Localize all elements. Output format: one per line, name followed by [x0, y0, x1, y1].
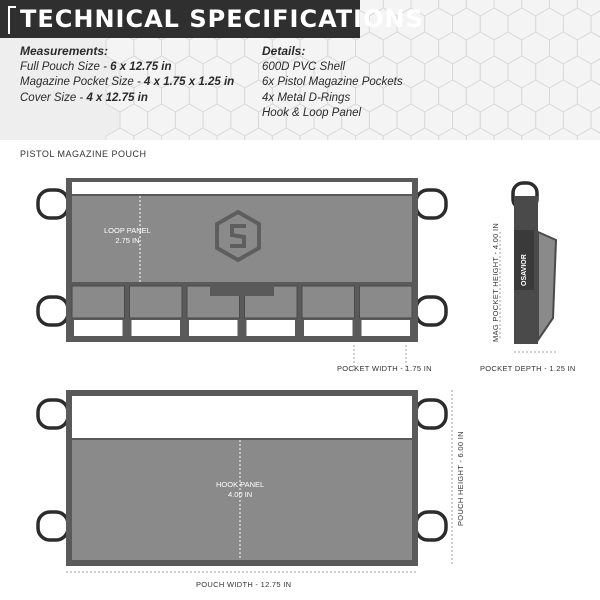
- pocket-depth-label: POCKET DEPTH - 1.25 IN: [480, 364, 576, 373]
- d-ring-icon: [416, 297, 446, 325]
- measurements-heading: Measurements:: [20, 44, 109, 58]
- measurement-value: 4 x 12.75 in: [86, 91, 148, 104]
- hook-panel-label: [216, 480, 264, 500]
- pouch-top-edge: [72, 182, 412, 194]
- mag-pocket-height-label: MAG POCKET HEIGHT - 4.00 IN: [491, 222, 500, 342]
- pocket-base: [132, 320, 181, 336]
- hook-panel-value: 4.00 IN: [228, 490, 253, 499]
- d-ring-icon: [416, 400, 446, 428]
- d-ring-icon: [38, 297, 68, 325]
- pouch-width-label: POUCH WIDTH - 12.75 IN: [196, 580, 292, 589]
- pocket-base: [362, 320, 411, 336]
- pocket-base: [189, 320, 238, 336]
- detail-item: 600D PVC Shell: [262, 60, 346, 73]
- center-tab: [210, 282, 274, 296]
- detail-item: 6x Pistol Magazine Pockets: [262, 76, 403, 88]
- d-ring-icon: [38, 190, 68, 218]
- loop-panel-label: [104, 226, 151, 246]
- pocket-base: [304, 320, 353, 336]
- magazine-pocket: [360, 286, 413, 318]
- magazine-pocket: [302, 286, 355, 318]
- details-heading: Details:: [262, 44, 306, 58]
- section-label: PISTOL MAGAZINE POUCH: [20, 149, 147, 159]
- pouch-height-label: POUCH HEIGHT - 6.00 IN: [456, 431, 465, 526]
- detail-item: Hook & Loop Panel: [262, 107, 362, 119]
- measurement-label: Cover Size -: [20, 91, 87, 104]
- page-title: TECHNICAL SPECIFICATIONS: [20, 5, 424, 33]
- magazine-pocket: [130, 286, 183, 318]
- d-ring-icon: [416, 190, 446, 218]
- magazine-pocket: [72, 286, 125, 318]
- d-ring-icon: [416, 512, 446, 540]
- pocket-width-label: POCKET WIDTH - 1.75 IN: [337, 364, 432, 373]
- front-view: [38, 178, 446, 372]
- d-ring-icon: [38, 400, 68, 428]
- loop-panel-title: LOOP PANEL: [104, 226, 151, 235]
- d-ring-icon: [38, 512, 68, 540]
- hook-panel: [72, 440, 412, 560]
- measurement-value: 6 x 12.75 in: [110, 60, 172, 73]
- loop-panel-value: 2.75 IN: [115, 236, 140, 245]
- pocket-base: [247, 320, 296, 336]
- measurement-label: Magazine Pocket Size -: [20, 76, 145, 88]
- brand-name: OSAVIOR: [521, 254, 528, 286]
- side-pocket: [538, 232, 556, 340]
- side-view: [500, 183, 556, 352]
- pocket-base: [74, 320, 123, 336]
- measurement-label: Full Pouch Size -: [20, 60, 111, 73]
- measurement-value: 4 x 1.75 x 1.25 in: [144, 76, 235, 88]
- hook-panel-title: HOOK PANEL: [216, 480, 265, 489]
- back-top-area: [72, 396, 412, 438]
- detail-item: 4x Metal D-Rings: [262, 91, 351, 104]
